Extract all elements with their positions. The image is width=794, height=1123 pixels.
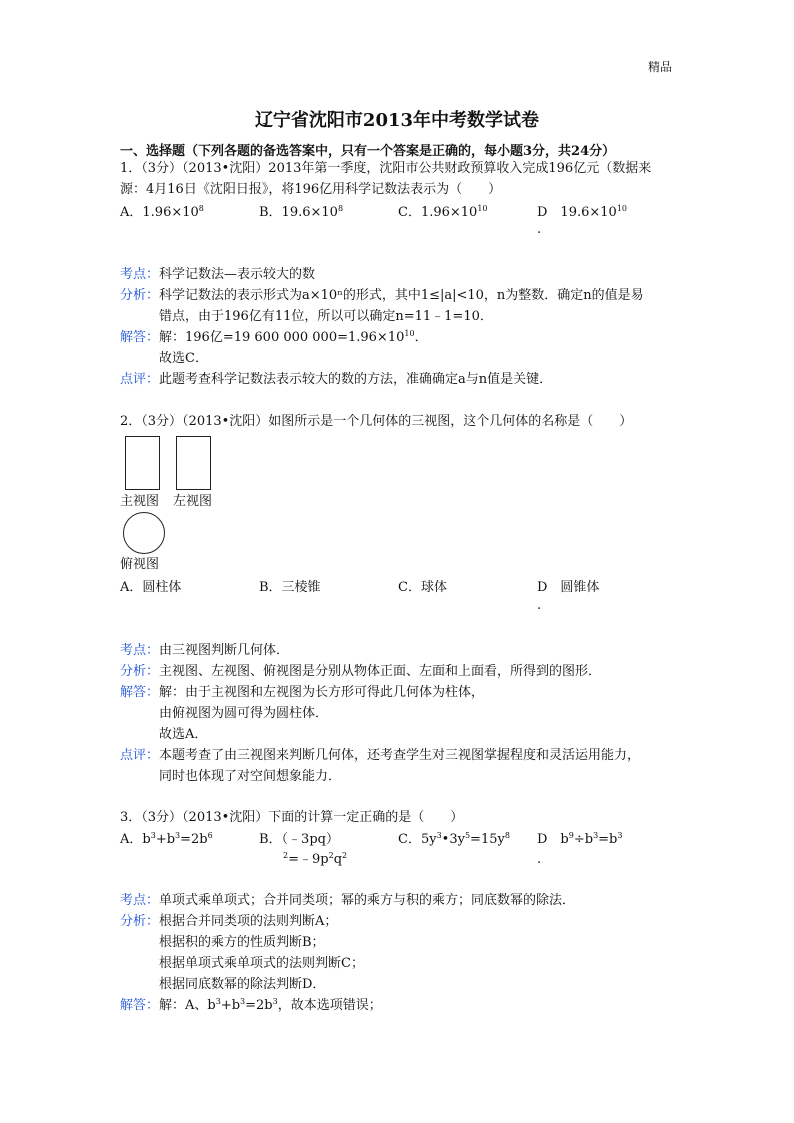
q3-jieda-line1: 解答：解：A、$b^3+b^3=2b^3$，故本选项错误；	[120, 997, 382, 1013]
q3-option-b-line1: B．（﹣3pq）	[259, 832, 339, 847]
q3-option-d-dot: .	[537, 852, 542, 867]
q1-fenxi-line1: 分析：科学记数法的表示形式为a×10ⁿ的形式，其中1≤|a|<10，n为整数．确定n的值是易	[120, 288, 644, 303]
q2-fenxi: 分析：主视图、左视图、俯视图是分别从物体正面、左面和上面看，所得到的图形．	[120, 664, 602, 679]
q3-kaodian: 考点：单项式乘单项式；合并同类项；幂的乘方与积的乘方；同底数幂的除法．	[120, 893, 576, 908]
q1-option-a: A．$1.96\times 10^8$	[120, 204, 204, 220]
q3-fenxi-line2: 根据积的乘方的性质判断B；	[159, 935, 325, 950]
q1-option-c: C．$1.96\times 10^{10}$	[398, 204, 488, 220]
q1-stem-line2: 源：4月16日《沈阳日报》，将196亿用科学记数法表示为（ ）	[120, 182, 502, 197]
q2-option-b: B．三棱锥	[259, 580, 321, 595]
q2-jieda-line2: 由俯视图为圆可得为圆柱体．	[159, 706, 329, 721]
q1-jieda-line1: 解答：解：196亿=19 600 000 $000=1.96\times 10^{10}$．	[120, 329, 428, 345]
page-title: 辽宁省沈阳市2013年中考数学试卷	[254, 110, 540, 131]
q2-jieda-line1: 解答：解：由于主视图和左视图为长方形可得此几何体为柱体，	[120, 685, 485, 700]
q1-option-d: D $19.6\times 10^{10}$	[537, 204, 627, 220]
q2-dianping-line2: 同时也体现了对空间想象能力．	[159, 769, 342, 784]
q1-jieda-line2: 故选C．	[159, 351, 208, 366]
q3-option-b-line2: $^2=﹣9p^2q^2$	[283, 851, 348, 867]
q2-option-a: A．圆柱体	[120, 580, 182, 595]
q2-option-d-dot: .	[537, 598, 542, 613]
left-view-rectangle	[176, 436, 211, 490]
left-view-label: 左视图	[173, 494, 213, 509]
q3-option-a: A．$b^3+b^3=2b^6$	[120, 831, 213, 847]
q1-stem-line1: 1．（3分）（2013•沈阳）2013年第一季度，沈阳市公共财政预算收入完成196亿元（数据来	[120, 161, 652, 176]
q3-fenxi-line3: 根据单项式乘单项式的法则判断C；	[159, 956, 364, 971]
top-view-label: 俯视图	[120, 557, 160, 572]
q2-jieda-line3: 故选A．	[159, 727, 208, 742]
q3-fenxi-line1: 分析：根据合并同类项的法则判断A；	[120, 914, 338, 929]
q1-option-d-dot: .	[537, 222, 542, 237]
q3-option-d: D $b^9\div b^3=b^3$	[537, 831, 623, 847]
q1-dianping: 点评：此题考查科学记数法表示较大的数的方法，准确确定a与n值是关键．	[120, 372, 553, 387]
section-title: 一、选择题（下列各题的备选答案中，只有一个答案是正确的，每小题3分，共24分）	[120, 144, 616, 159]
q2-option-d: D 圆锥体	[537, 580, 600, 595]
q1-option-b: B．$19.6\times 10^8$	[259, 204, 344, 220]
q3-fenxi-line4: 根据同底数幂的除法判断D．	[159, 977, 326, 992]
q2-stem: 2．（3分）（2013•沈阳）如图所示是一个几何体的三视图，这个几何体的名称是（ ）	[120, 414, 633, 429]
q1-fenxi-line2: 错点，由于196亿有11位，所以可以确定n=11﹣1=10．	[159, 309, 493, 324]
front-view-label: 主视图	[120, 494, 160, 509]
top-view-circle	[123, 512, 165, 554]
q3-option-c: C．$5y^3•3y^5=15y^8$	[398, 831, 510, 847]
header-label: 精品	[648, 60, 673, 74]
q1-kaodian: 考点：科学记数法—表示较大的数	[120, 267, 316, 282]
q2-dianping-line1: 点评：本题考查了由三视图来判断几何体，还考查学生对三视图掌握程度和灵活运用能力，	[120, 748, 641, 763]
front-view-rectangle	[125, 436, 160, 490]
q3-stem: 3．（3分）（2013•沈阳）下面的计算一定正确的是（ ）	[120, 810, 464, 825]
q2-kaodian: 考点：由三视图判断几何体．	[120, 643, 290, 658]
q2-option-c: C．球体	[398, 580, 447, 595]
